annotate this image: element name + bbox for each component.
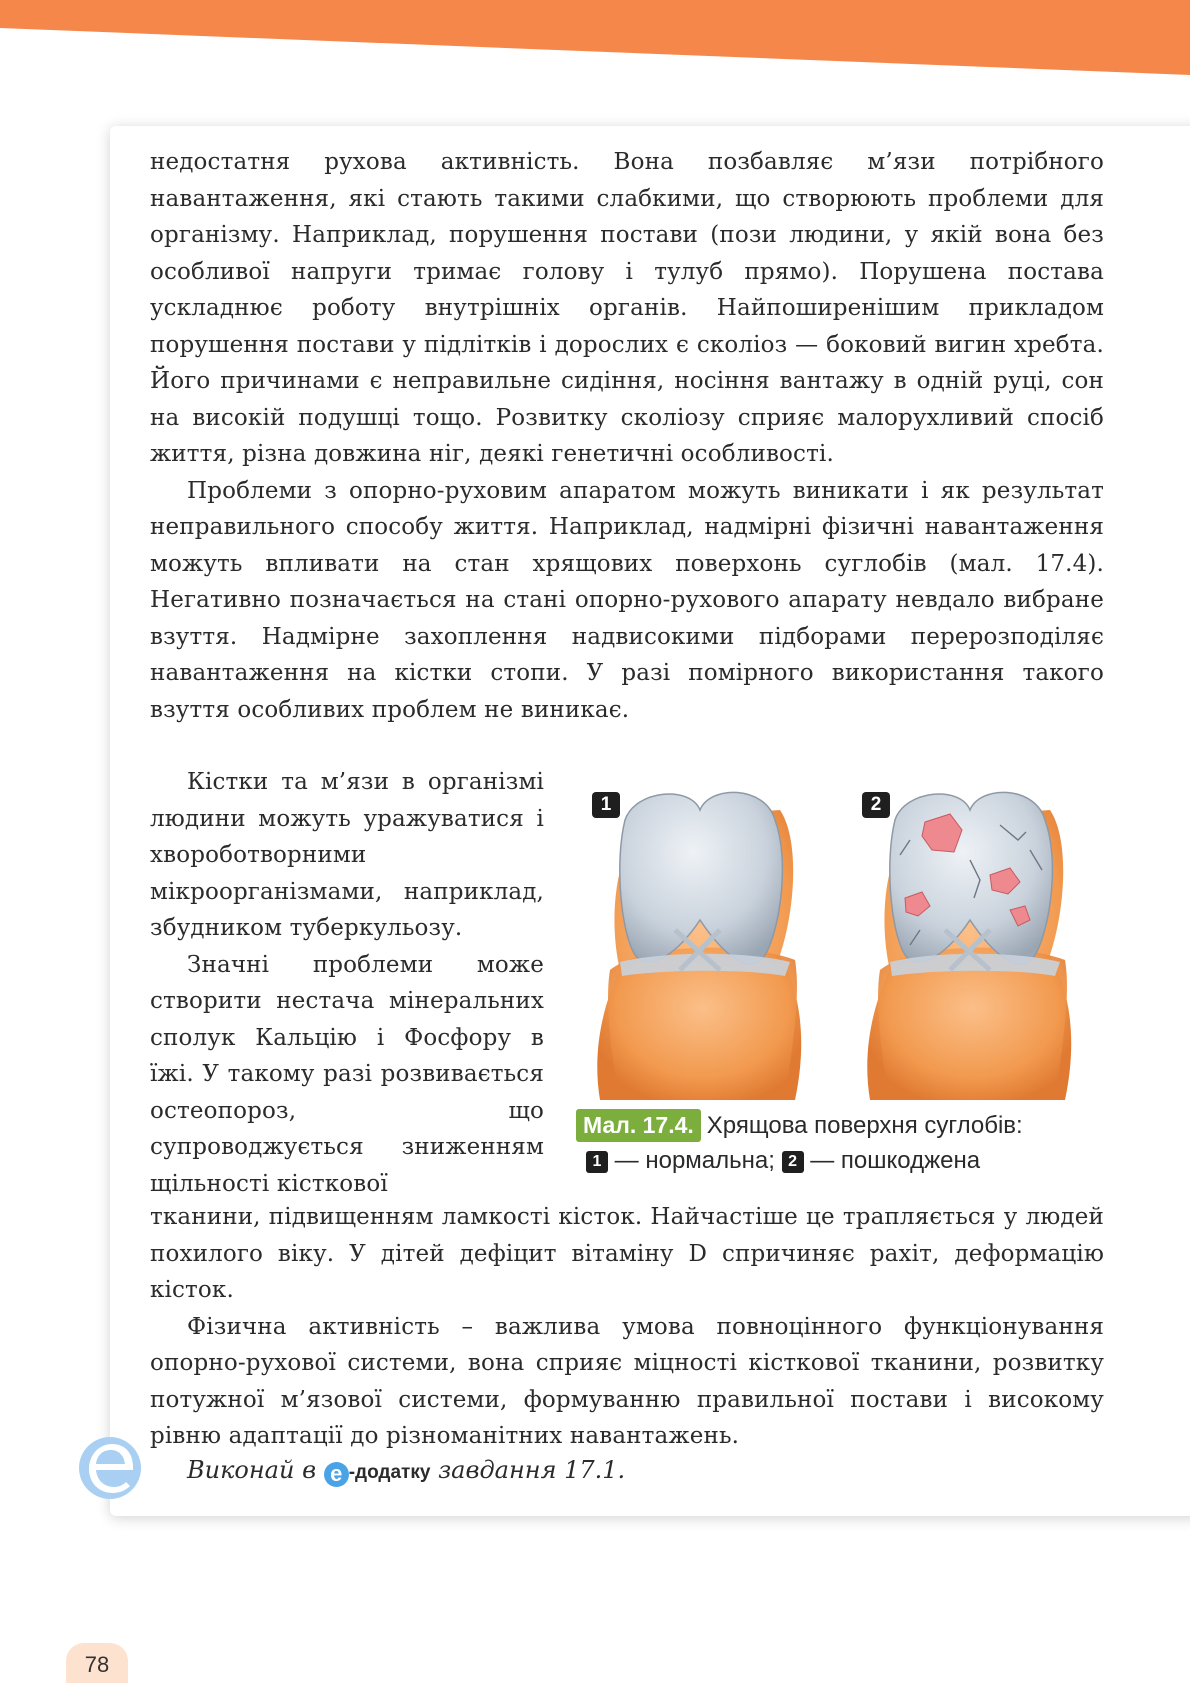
caption-badge-2: 2 [782, 1151, 804, 1173]
figure-badge-1: 1 [592, 792, 620, 818]
figure-badge-2: 2 [862, 792, 890, 818]
paragraph: недостатня рухова активність. Вона позбавляє м’язи потрібного навантаження, які стають такими слабкими, що створюють проблеми для організму. Наприклад, порушення постави (пози людини, у якій вона без особливої напруги тримає голову і тулуб прямо). Порушена постава ускладнює роботу внутрішніх органів. Найпоширенішим прикладом порушення постави у підлітків і дорослих є сколіоз — боковий вигин хребта. Його причинами є неправильне сидіння, носіння вантажу в одній руці, сон на високій подушці тощо. Розвитку сколіозу сприяє малорухливий спосіб життя, різна довжина ніг, деякі генетичні особливості. [150, 149, 1104, 467]
caption-label: Мал. 17.4. [576, 1109, 701, 1142]
caption-badge-1: 1 [586, 1151, 608, 1173]
top-orange-band [0, 0, 1190, 80]
paragraph: тканини, підвищенням ламкості кісток. Найчастіше це трапляється у людей похилого віку. У дітей дефіцит вітаміну D спричиняє рахіт, деформацію кісток. [150, 1204, 1104, 1303]
figure-caption [576, 1108, 1116, 1178]
caption-damaged: — пошкоджена [810, 1147, 981, 1174]
knee-normal [597, 792, 801, 1100]
text-block-top [150, 144, 1104, 728]
assignment-addon[interactable]: -додатку [348, 1462, 431, 1483]
caption-normal: — нормальна; [614, 1147, 775, 1174]
knee-joint-figure [580, 780, 1100, 1100]
assignment-prefix: Виконай в [187, 1456, 317, 1484]
text-block-left-column [150, 764, 544, 1202]
text-block-bottom [150, 1199, 1104, 1455]
knee-illustration [580, 780, 1100, 1100]
assignment-suffix: завдання 17.1. [438, 1456, 626, 1484]
paragraph: Фізична активність – важлива умова повноцінного функціонування опорно-рухової системи, вона сприяє міцності кісткової тканини, розвитку потужної м’язової системи, формуванню правильної постави і високому рівню адаптації до різноманітних навантажень. [150, 1313, 1104, 1449]
page-number: 78 [66, 1643, 128, 1683]
e-addon-icon[interactable] [78, 1436, 142, 1500]
assignment-line [187, 1452, 625, 1491]
knee-damaged [867, 792, 1071, 1100]
caption-title: Хрящова поверхня суглобів: [706, 1112, 1023, 1139]
paragraph: Значні проблеми може створити нестача мінеральних сполук Кальцію і Фосфору в їжі. У такому разі розвивається остеопороз, що супроводжується зниженням щільності кісткової [150, 951, 544, 1197]
e-chip-icon[interactable]: e [324, 1462, 349, 1487]
paragraph: Кістки та м’язи в організмі людини можуть уражуватися і хвороботворними мікроорганізмами, наприклад, збудником туберкульозу. [150, 769, 544, 941]
paragraph: Проблеми з опорно-руховим апаратом можуть виникати і як результат неправильного способу життя. Наприклад, надмірні фізичні навантаження можуть впливати на стан хрящових поверхонь суглобів (мал. 17.4). Негативно позначається на стані опорно-рухового апарату невдало вибране взуття. Надмірне захоплення надвисокими підборами перерозподіляє навантаження на кістки стопи. У разі помірного використання такого взуття особливих проблем не виникає. [150, 477, 1104, 723]
